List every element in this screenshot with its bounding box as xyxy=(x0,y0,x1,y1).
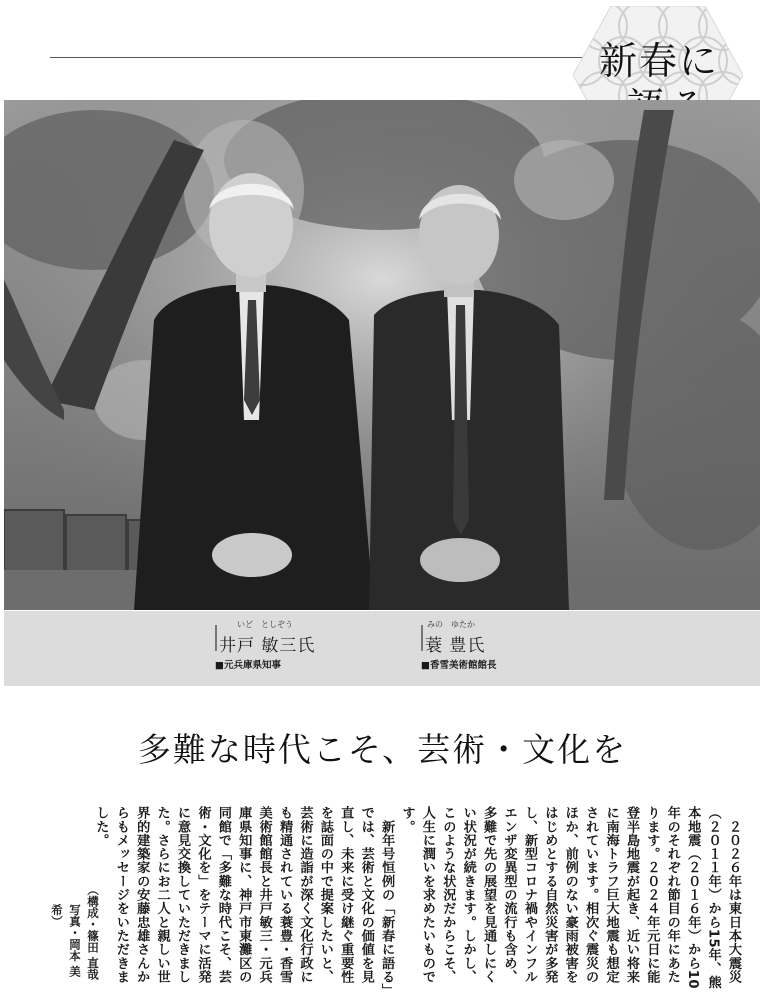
badge-title-line1: 新春に xyxy=(599,39,720,83)
caption-divider xyxy=(421,625,423,651)
article-paragraph: 新年号恒例の「新春に語る」では、芸術と文化の価値を見直し、未来に受け継ぐ重要性を誌面の中で提案したいと、芸術に造詣が深く文化行政にも精通されている蓑豊・香雪美術館館長と井戸敏三・元兵庫県知事に、神戸市東灘区の同館で「多難な時代こそ、芸術・文化を」をテーマに活発に意見交換していただきました。さらにお二人と親しい世界的建築家の安藤忠雄さんからもメッセージをいただきました。 xyxy=(93,806,395,991)
person-ruby: みの ゆたか xyxy=(427,620,475,629)
headline: 多難な時代こそ、芸術・文化を xyxy=(137,730,628,769)
article-body xyxy=(90,806,743,991)
person-role: ■元兵庫県知事 xyxy=(215,660,281,671)
person-ruby: いど としぞう xyxy=(237,620,293,629)
top-rule xyxy=(50,57,595,58)
person-name: 蓑 豊氏 xyxy=(425,636,486,656)
credit-line: （構成・篠田 直哉 xyxy=(86,884,100,981)
article-credit xyxy=(48,806,102,991)
person-name: 井戸 敏三氏 xyxy=(219,636,316,656)
caption-divider xyxy=(215,625,217,651)
person-role: ■香雪美術館館長 xyxy=(421,660,497,671)
article-paragraph: ２０２６年は東日本大震災（２０１１年）から15年、熊本地震（２０１６年）から10年のそれぞれ節目の年にあたります。２０２４年元日に能登半島地震が起き、近い将来に南海トラフ巨大地震も想定されています。相次ぐ震災のほか、前例のない豪雨被害をはじめとする自然災害が多発し、新型コロナ禍やインフルエンザ変異型の流行も含め、多難で先の展望を見通しにくい状況が続きます。しかし、このような状況だからこそ、人生に潤いを求めたいものです。 xyxy=(399,806,741,990)
caption-strip xyxy=(4,611,760,686)
portrait-photo xyxy=(4,100,760,610)
credit-line: 写真・岡本 美希） xyxy=(50,904,82,978)
